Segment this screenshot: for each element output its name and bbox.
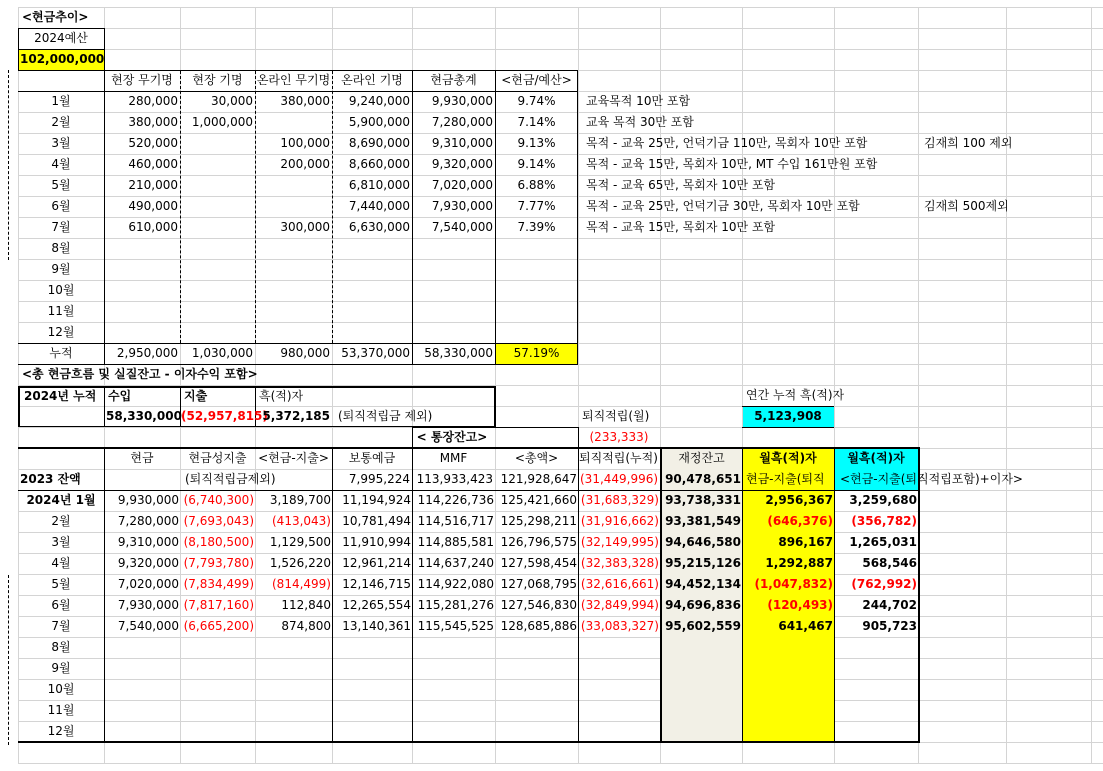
cash-row-note2 [922,322,926,343]
flow-row-bank[interactable] [332,658,412,679]
flow-row-retire[interactable] [578,658,660,679]
flow-row-expense[interactable]: (7,817,160) [183,598,254,612]
flow-2023-finance[interactable]: 90,478,651 [665,472,741,486]
flow-row-monthly2[interactable]: 1,265,031 [849,535,917,549]
flow-row-month: 8월 [51,640,71,654]
flow-row-net[interactable]: 3,189,700 [269,493,331,507]
cash-row-online-anon[interactable] [255,112,332,133]
cash-row-site-anon[interactable]: 460,000 [128,157,178,171]
flow-row-bank[interactable]: 11,194,924 [342,493,411,507]
flow-2023-retire[interactable]: (31,449,996) [580,472,659,486]
flow-row-retire[interactable]: (32,383,328) [580,556,659,570]
flow-row-finance[interactable] [661,637,742,658]
flow-row-month: 6월 [51,598,71,612]
flow-row-cash[interactable] [104,679,180,700]
flow-row-finance[interactable] [661,721,742,742]
flow-row-monthly2[interactable] [834,679,918,700]
flow-row-mmf[interactable]: 114,226,736 [417,493,494,507]
cash-row-online-named[interactable]: 6,630,000 [348,220,410,234]
cash-row-note2 [922,112,926,133]
flow-row-monthly2[interactable] [834,658,918,679]
cash-row-ratio[interactable] [495,322,578,343]
flow-row-finance[interactable]: 93,381,549 [665,514,741,528]
cash-row-month: 4월 [51,157,71,171]
flow-row-finance[interactable]: 94,696,836 [665,598,741,612]
cash-row-site-anon[interactable] [104,259,180,280]
flow-row-total[interactable] [495,679,578,700]
flow-row-monthly2[interactable] [834,637,918,658]
cash-row-online-named[interactable]: 6,810,000 [348,178,410,192]
cash-row-total[interactable] [412,280,495,301]
flow-row-finance[interactable] [661,700,742,721]
flow-row-mmf[interactable] [412,721,495,742]
cash-row-online-anon[interactable] [255,238,332,259]
flow-row-monthly[interactable]: (646,376) [767,514,833,528]
annual-net-label: 연간 누적 흑(적)자 [746,388,845,402]
cash-row-note: 목적 - 교육 25만, 언덕기금 110만, 목회자 10만 포함 [586,136,868,150]
cash-row-note2 [922,301,926,322]
flow-row-expense[interactable] [180,679,255,700]
flow-row-expense[interactable]: (7,793,780) [183,556,254,570]
flow-row-bank[interactable] [332,700,412,721]
flow-2023-mmf[interactable]: 113,933,423 [416,472,493,486]
cash-row-site-anon[interactable] [104,280,180,301]
cash-row-note: 목적 - 교육 15만, 목회자 10만, MT 수입 161만원 포함 [586,157,878,171]
budget-value[interactable]: 102,000,000 [20,52,105,66]
flow-row-retire[interactable]: (31,916,662) [580,514,659,528]
flow-row-bank[interactable]: 10,781,494 [342,514,411,528]
flow-row-net[interactable]: (814,499) [272,577,331,591]
flow-header-total: <총액> [514,451,559,465]
flow-header-retire: 퇴직적립(누적) [579,451,658,465]
flow-row-mmf[interactable]: 115,545,525 [417,619,494,633]
summary-expense-header: 지출 [184,389,208,403]
flow-row-monthly[interactable]: (1,047,832) [754,577,833,591]
annual-net-value[interactable]: 5,123,908 [754,409,822,423]
flow-row-monthly[interactable]: 2,956,367 [765,493,833,507]
flow-row-monthly[interactable] [742,637,834,658]
flow-row-net[interactable] [255,637,332,658]
flow-row-total[interactable] [495,700,578,721]
cash-row-note: 목적 - 교육 15만, 목회자 10만 포함 [586,220,776,234]
flow-row-cash[interactable] [104,721,180,742]
summary-income-header: 수입 [108,389,132,403]
flow-row-total[interactable]: 127,068,795 [500,577,577,591]
flow-row-expense[interactable]: (7,693,043) [183,514,254,528]
flow-row-net[interactable] [255,658,332,679]
flow-row-net[interactable]: 1,526,220 [269,556,331,570]
summary-net-header: 흑(적)자 [259,389,304,403]
budget-label: 2024예산 [34,31,88,45]
flow-row-monthly2[interactable]: (762,992) [851,577,917,591]
flow-row-expense[interactable] [180,658,255,679]
flow-row-net[interactable]: 874,800 [281,619,331,633]
cash-row-month: 7월 [51,220,71,234]
flow-row-month: 7월 [51,619,71,633]
flow-header-monthly2: 월흑(적)자 [847,451,905,465]
flow-row-retire[interactable]: (33,083,327) [580,619,659,633]
flow-2023-bank[interactable]: 7,995,224 [348,472,410,486]
flow-row-month: 9월 [51,661,71,675]
flow-row-total[interactable] [495,721,578,742]
cash-row-site-anon[interactable]: 490,000 [128,199,178,213]
flow-row-mmf[interactable] [412,679,495,700]
cash-row-site-named[interactable] [180,154,255,175]
flow-row-expense[interactable]: (6,740,300) [183,493,254,507]
cash-row-site-named[interactable]: 1,000,000 [191,115,253,129]
flow-row-expense[interactable] [180,700,255,721]
cash-row-site-named[interactable] [180,175,255,196]
flow-row-mmf[interactable]: 114,885,581 [417,535,494,549]
flow-row-bank[interactable] [332,637,412,658]
cash-row-online-anon[interactable]: 100,000 [280,136,330,150]
flow-row-monthly[interactable] [742,679,834,700]
flow-row-total[interactable]: 125,298,211 [500,514,577,528]
flow-row-retire[interactable]: (31,683,329) [580,493,659,507]
flow-row-monthly2[interactable]: 3,259,680 [849,493,917,507]
cash-total-c3[interactable]: 980,000 [280,346,330,360]
flow-row-cash[interactable]: 9,930,000 [117,493,179,507]
flow-row-month: 11월 [47,703,75,717]
flow-row-expense[interactable]: (8,180,500) [183,535,254,549]
cash-row-online-anon[interactable]: 300,000 [280,220,330,234]
cash-row-online-anon[interactable] [255,322,332,343]
cash-row-online-named[interactable]: 5,900,000 [348,115,410,129]
flow-header-cash: 현금 [130,451,154,465]
cash-row-site-anon[interactable]: 610,000 [128,220,178,234]
flow-header-net: <현금-지출> [258,451,329,465]
flow-row-finance[interactable] [661,658,742,679]
cash-row-total[interactable]: 9,930,000 [431,94,493,108]
flow-row-bank[interactable]: 12,961,214 [342,556,411,570]
flow-row-monthly[interactable] [742,700,834,721]
cash-row-site-named[interactable] [180,322,255,343]
flow-row-monthly[interactable]: (120,493) [767,598,833,612]
flow-header-finance: 재정잔고 [678,451,725,465]
flow-row-month: 5월 [51,577,71,591]
flow-row-net[interactable]: 1,129,500 [269,535,331,549]
flow-row-mmf[interactable]: 114,516,717 [417,514,494,528]
flow-row-monthly2[interactable]: 905,723 [862,619,917,633]
cash-row-site-named[interactable] [180,217,255,238]
flow-row-total[interactable]: 126,796,575 [500,535,577,549]
flow-row-cash[interactable]: 7,540,000 [117,619,179,633]
bank-balance-header: < 통장잔고> [416,430,488,444]
cash-row-online-named[interactable] [332,301,412,322]
flow-row-total[interactable]: 128,685,886 [500,619,577,633]
cash-row-note [584,238,588,259]
cash-row-total[interactable]: 7,540,000 [431,220,493,234]
cash-total-sum[interactable]: 58,330,000 [424,346,493,360]
flow-row-monthly2[interactable] [834,721,918,742]
cash-row-month: 8월 [51,241,71,255]
cash-row-ratio[interactable]: 7.39% [517,220,556,234]
cash-row-online-anon[interactable] [255,301,332,322]
flow-row-monthly2[interactable]: 244,702 [862,598,917,612]
retire-monthly-label: 퇴직적립(월) [582,409,650,423]
cash-row-ratio[interactable]: 6.88% [517,178,556,192]
flow-row-finance[interactable]: 94,646,580 [665,535,741,549]
flow-row-mmf[interactable] [412,700,495,721]
cash-row-ratio[interactable]: 9.13% [517,136,556,150]
cash-row-month: 1월 [51,94,71,108]
flow-row-finance[interactable] [661,679,742,700]
flow-row-finance[interactable]: 95,215,126 [665,556,741,570]
header-online-named: 온라인 기명 [341,73,403,87]
cash-row-online-named[interactable]: 9,240,000 [348,94,410,108]
flow-2023-total[interactable]: 121,928,647 [500,472,577,486]
flow-row-retire[interactable]: (32,616,661) [580,577,659,591]
flow-row-monthly[interactable]: 641,467 [778,619,833,633]
flow-row-expense[interactable]: (7,834,499) [183,577,254,591]
flow-row-retire[interactable]: (32,849,994) [580,598,659,612]
cash-row-site-named[interactable] [180,259,255,280]
flow-row-cash[interactable] [104,700,180,721]
flow-row-expense[interactable] [180,721,255,742]
cash-row-site-anon[interactable]: 380,000 [128,115,178,129]
flow-row-monthly[interactable] [742,721,834,742]
cash-total-c1[interactable]: 2,950,000 [116,346,178,360]
flow-row-mmf[interactable]: 114,922,080 [417,577,494,591]
flow-row-net[interactable]: 112,840 [281,598,331,612]
summary-income[interactable]: 58,330,000 [106,409,182,423]
flow-row-total[interactable] [495,637,578,658]
cash-row-ratio[interactable] [495,259,578,280]
flow-row-monthly[interactable] [742,658,834,679]
cash-row-note2: 김재희 500제외 [924,199,1009,213]
cash-row-month: 12월 [47,325,75,339]
cash-row-total[interactable] [412,259,495,280]
flow-row-retire[interactable] [578,679,660,700]
summary-note: (퇴직적립금 제외) [338,409,433,423]
cash-row-note: 목적 - 교육 65만, 목회자 10만 포함 [586,178,776,192]
cash-row-online-named[interactable]: 8,690,000 [348,136,410,150]
flow-row-monthly[interactable]: 896,167 [778,535,833,549]
cash-row-note2 [922,280,926,301]
cash-row-site-anon[interactable]: 280,000 [128,94,178,108]
cash-row-site-named[interactable] [180,238,255,259]
cash-row-ratio[interactable]: 7.14% [517,115,556,129]
cash-row-month: 5월 [51,178,71,192]
cash-row-note2 [922,154,926,175]
flow-row-cash[interactable]: 9,310,000 [117,535,179,549]
summary-label: 2024년 누적 [24,389,97,403]
cash-row-ratio[interactable]: 7.77% [517,199,556,213]
flow-row-net[interactable] [255,679,332,700]
cash-row-site-anon[interactable]: 210,000 [128,178,178,192]
cash-row-note: 교육 목적 30만 포함 [586,115,694,129]
cash-row-site-anon[interactable]: 520,000 [128,136,178,150]
cash-total-ratio[interactable]: 57.19% [513,346,560,360]
flow-row-retire[interactable]: (32,149,995) [580,535,659,549]
flow-row-finance[interactable]: 95,602,559 [665,619,741,633]
cash-row-total[interactable] [412,301,495,322]
flow-header-mmf: MMF [439,451,468,465]
cash-row-online-anon[interactable] [255,280,332,301]
flow-2023-label: 2023 잔액 [20,472,81,486]
flow-row-bank[interactable]: 13,140,361 [342,619,411,633]
summary-expense[interactable]: (52,957,815) [181,409,268,423]
flow-monthly-note: 현금-지출(퇴직 [746,472,825,486]
flow-row-cash[interactable] [104,637,180,658]
flow-row-retire[interactable] [578,721,660,742]
flow-row-month: 10월 [47,682,75,696]
cash-row-note2: 김재희 100 제외 [924,136,1013,150]
flow-row-monthly2[interactable]: (356,782) [851,514,917,528]
flow-row-mmf[interactable]: 114,637,240 [417,556,494,570]
cash-row-month: 2월 [51,115,71,129]
flow-row-month: 12월 [47,724,75,738]
cash-row-total[interactable] [412,322,495,343]
flow-row-mmf[interactable]: 115,281,276 [417,598,494,612]
flow-row-net[interactable]: (413,043) [272,514,331,528]
cash-row-month: 6월 [51,199,71,213]
flow-row-bank[interactable] [332,721,412,742]
cash-row-total[interactable]: 7,020,000 [431,178,493,192]
cash-row-online-named[interactable] [332,238,412,259]
flow-row-total[interactable]: 127,546,830 [500,598,577,612]
cash-total-c2[interactable]: 1,030,000 [191,346,253,360]
cash-row-site-named[interactable] [180,280,255,301]
cash-row-month: 3월 [51,136,71,150]
flow-row-mmf[interactable] [412,637,495,658]
header-cash-budget-ratio: <현금/예산> [501,73,572,87]
header-site-anon: 현장 무기명 [111,73,173,87]
cash-row-note2 [922,238,926,259]
cash-row-total[interactable]: 7,280,000 [431,115,493,129]
cash-row-note [584,259,588,280]
cash-row-month: 9월 [51,262,71,276]
cash-row-online-named[interactable]: 7,440,000 [348,199,410,213]
cash-row-site-named[interactable] [180,196,255,217]
cash-row-online-anon[interactable] [255,196,332,217]
cash-row-online-anon[interactable] [255,259,332,280]
flow-row-total[interactable]: 127,598,454 [500,556,577,570]
cash-row-site-anon[interactable] [104,322,180,343]
header-online-anon: 온라인 무기명 [256,73,331,87]
cash-row-site-anon[interactable] [104,238,180,259]
flow-row-finance[interactable]: 94,452,134 [665,577,741,591]
cash-row-ratio[interactable]: 9.14% [517,157,556,171]
flow-row-expense[interactable]: (6,665,200) [183,619,254,633]
flow-row-cash[interactable]: 7,280,000 [117,514,179,528]
flow-row-month: 3월 [51,535,71,549]
cash-row-site-anon[interactable] [104,301,180,322]
cash-row-online-named[interactable] [332,322,412,343]
cash-row-online-named[interactable] [332,259,412,280]
cash-row-month: 10월 [47,283,75,297]
retire-monthly-value[interactable]: (233,333) [589,430,649,444]
flow-row-bank[interactable]: 11,910,994 [342,535,411,549]
cash-row-ratio[interactable] [495,280,578,301]
cash-row-ratio[interactable] [495,238,578,259]
cash-row-month: 11월 [47,304,75,318]
flow-row-month: 2월 [51,514,71,528]
cash-row-note [584,301,588,322]
flow-row-bank[interactable]: 12,146,715 [342,577,411,591]
header-cash-total: 현금총계 [430,73,477,87]
cash-total-label: 누적 [49,346,73,360]
cash-row-site-named[interactable] [180,133,255,154]
cash-row-total[interactable]: 9,310,000 [431,136,493,150]
summary-net[interactable]: 5,372,185 [262,409,330,423]
flow-row-month: 2024년 1월 [26,493,96,507]
cash-row-online-named[interactable] [332,280,412,301]
cash-row-note: 목적 - 교육 25만, 언덕기금 30만, 목회자 10만 포함 [586,199,860,213]
cash-row-ratio[interactable] [495,301,578,322]
flow-row-cash[interactable]: 7,930,000 [117,598,179,612]
cash-row-ratio[interactable]: 9.74% [517,94,556,108]
flow-row-bank[interactable]: 12,265,554 [342,598,411,612]
flow-row-retire[interactable] [578,637,660,658]
cash-total-c4[interactable]: 53,370,000 [341,346,410,360]
flow-row-month: 4월 [51,556,71,570]
cash-row-note2 [922,175,926,196]
flow-row-retire[interactable] [578,700,660,721]
cash-row-online-anon[interactable]: 380,000 [280,94,330,108]
cash-row-note2 [922,217,926,238]
cash-row-total[interactable] [412,238,495,259]
flow-row-monthly[interactable]: 1,292,887 [765,556,833,570]
cash-row-note2 [922,91,926,112]
flow-row-total[interactable]: 125,421,660 [500,493,577,507]
cash-row-note [584,280,588,301]
flow-row-total[interactable] [495,658,578,679]
flow-row-cash[interactable]: 9,320,000 [117,556,179,570]
cash-row-site-named[interactable] [180,301,255,322]
flow-row-monthly2[interactable]: 568,546 [862,556,917,570]
cash-row-note [584,322,588,343]
flow-row-mmf[interactable] [412,658,495,679]
flow-row-monthly2[interactable] [834,700,918,721]
header-site-named: 현장 기명 [192,73,243,87]
flow-row-finance[interactable]: 93,738,331 [665,493,741,507]
cash-row-total[interactable]: 9,320,000 [431,157,493,171]
cash-row-online-named[interactable]: 8,660,000 [348,157,410,171]
cash-row-online-anon[interactable] [255,175,332,196]
cash-row-total[interactable]: 7,930,000 [431,199,493,213]
flow-row-net[interactable] [255,700,332,721]
flow-header-expense: 현금성지출 [188,451,247,465]
cash-row-note2 [922,259,926,280]
flow-header-bank: 보통예금 [348,451,396,465]
flow-row-bank[interactable] [332,679,412,700]
flow-row-net[interactable] [255,721,332,742]
flow-header-monthly: 월흑(적)자 [759,451,817,465]
cash-trend-title: <현금추이> [22,10,89,24]
flow-monthly2-note: <현금-지출(퇴직적립포함)+이자> [840,472,1023,486]
cash-row-site-named[interactable]: 30,000 [211,94,253,108]
flow-expense-note: (퇴직적립금제외) [185,472,276,486]
flow-row-cash[interactable]: 7,020,000 [117,577,179,591]
cash-row-online-anon[interactable]: 200,000 [280,157,330,171]
cashflow-title: <총 현금흐름 및 실질잔고 - 이자수익 포함> [22,367,258,381]
flow-row-cash[interactable] [104,658,180,679]
cash-row-note: 교육목적 10만 포함 [586,94,691,108]
flow-row-expense[interactable] [180,637,255,658]
